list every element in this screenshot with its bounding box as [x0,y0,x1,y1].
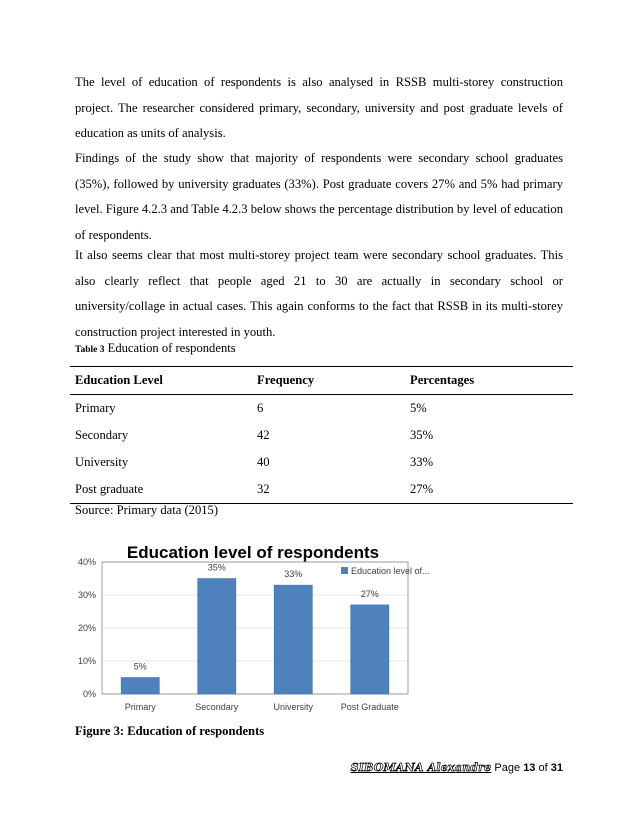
table-caption-text: Education of respondents [107,341,236,355]
y-tick-label: 30% [77,590,96,600]
x-axis-ticks [125,702,399,712]
y-tick-label: 20% [77,623,96,633]
header-education-level: Education Level [70,367,252,395]
cell-frequency: 6 [257,401,264,415]
y-tick-label: 0% [82,689,96,699]
footer-page-of: of [538,762,548,774]
y-tick-label: 40% [77,557,96,567]
paragraph-findings: Findings of the study show that majority of respondents were secondary school graduates (35%), followed by university graduates (33%). Post graduate covers 27% and 5% had primary level. Figure 4.2.3 and Table 4.2.3 below shows the percentage distribution by level of education of respondents. [75,151,563,242]
table-row [70,476,573,504]
footer-author: SIBOMANA Alexandre [350,761,492,774]
footer-page-total: 31 [550,762,563,774]
table-caption-label: Table 3 [75,345,105,355]
cell-frequency: 42 [257,428,270,442]
legend-swatch [341,567,348,574]
paragraph-education-intro: The level of education of respondents is also analysed in RSSB multi-storey construction project. The researcher considered primary, secondary, university and post graduate levels of education as units of analysis. [75,75,563,140]
x-tick-label: Post Graduate [340,702,399,712]
bar [351,605,389,694]
chart-legend [341,566,430,576]
cell-level: University [75,455,129,469]
table-source: Source: Primary data (2015) [75,503,219,517]
cell-percentage: 35% [410,428,434,442]
bar-value-label: 33% [284,569,303,580]
header-percentages: Percentages [405,367,573,395]
bar-value-label: 35% [207,562,226,573]
cell-percentage: 5% [410,401,427,415]
y-axis-ticks [78,557,96,699]
education-bar-chart [68,536,430,718]
footer-page-number: 13 [523,762,536,774]
bar [121,678,159,695]
footer-page-prefix: Page [494,762,521,774]
education-table [70,366,573,504]
y-tick-label: 10% [77,656,96,666]
figure-caption: Figure 3: Education of respondents [75,724,265,738]
chart-title: Education level of respondents [126,543,380,562]
table-header-row [70,367,573,395]
header-frequency: Frequency [252,367,405,395]
legend-label: Education level of... [351,566,430,576]
cell-level: Secondary [75,428,129,442]
bar [198,579,236,695]
cell-frequency: 32 [252,476,405,504]
page-footer [351,761,563,774]
cell-percentage: 33% [410,455,434,469]
x-tick-label: Primary [124,702,156,712]
bar-value-label: 27% [360,588,379,599]
cell-level: Post graduate [70,476,252,504]
x-tick-label: Secondary [195,702,239,712]
bar [274,585,312,694]
cell-level: Primary [75,401,116,415]
table-row [70,422,573,449]
cell-frequency: 40 [257,455,270,469]
cell-percentage: 27% [405,476,573,504]
bar-value-label: 5% [133,661,147,672]
table-row [70,449,573,476]
x-tick-label: University [273,702,314,712]
table-caption [75,341,236,356]
table-row [70,395,573,423]
paragraph-secondary-conclusion: It also seems clear that most multi-storey project team were secondary school graduates. This also clearly reflect that people aged 21 to 30 are actually in secondary school or university/collage in actual cases. This again conforms to the fact that RSSB in its multi-storey construction project interested in youth. [75,248,563,339]
